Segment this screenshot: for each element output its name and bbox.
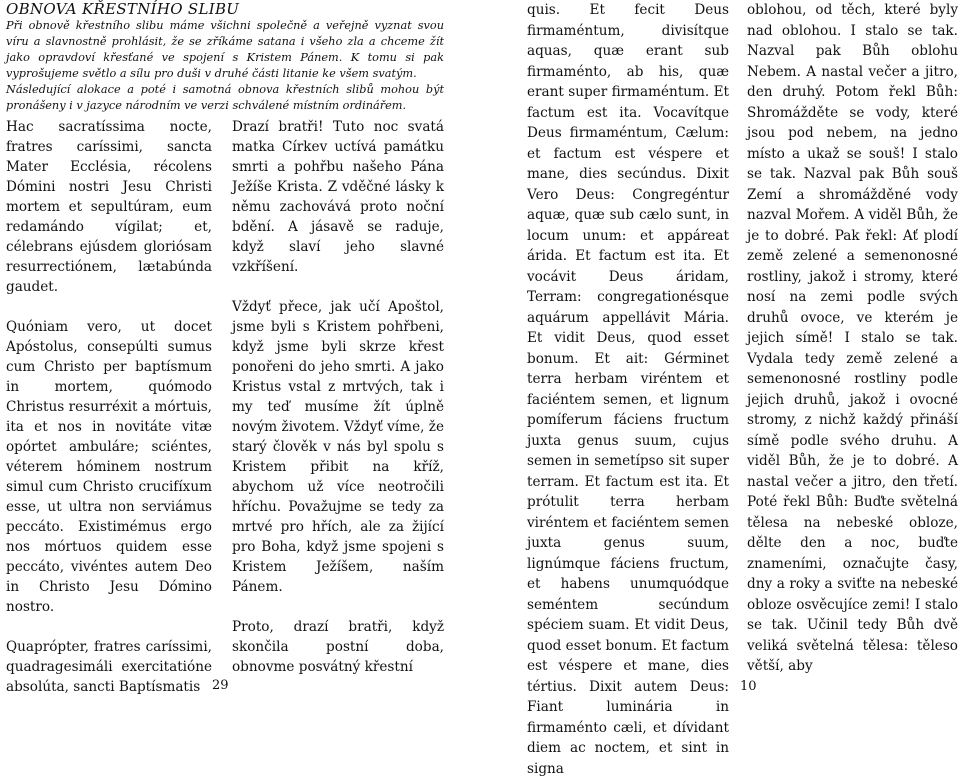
czech-paragraph: Drazí bratři! Tuto noc svatá matka Církev uctívá památku smrti a pohřbu našeho Pána Ježíše Krista. Z vděčné lásky k němu zachovává proto noční bdění. A jásavě se raduje, když slaví jeho slavné vzkříšení. (232, 119, 444, 275)
czech-column-left (232, 117, 444, 677)
section-heading: OBNOVA KŘESTNÍHO SLIBU (6, 0, 240, 18)
latin-paragraph: Quaprópter, fratres caríssimi, quadragesimáli exercitatióne absolúta, sancti Baptísmatis (6, 639, 212, 695)
latin-column-right (527, 0, 729, 779)
left-page (0, 0, 480, 696)
czech-paragraph: oblohou, od těch, které byly nad oblohou. I stalo se tak. Nazval pak Bůh oblohu Nebem. A nastal večer a jitro, den druhý. Potom řekl Bůh: Shromážděte se vody, které jsou pod nebem, na jedno místo a ukaž se souš! I stalo se tak. Nazval pak Bůh souš Zemí a shromážděné vody nazval Mořem. A viděl Bůh, že je to dobré. Pak řekl: Ať plodí země zelené a semenonosné rostliny, jakož i stromy, které nosí na zemi podle svých druhů ovoce, ve kterém je jejich símě! I stalo se tak. Vydala tedy země zelené a semenonosné rostliny podle jejich druhů, jakož i ovocné stromy, z nichž každý přináší símě podle svého druhu. A viděl Bůh, že je to dobré. A nastal večer a jitro, den třetí. Poté řekl Bůh: Buďte světelná tělesa na nebeské obloze, dělte den a noc, buďte znameními, označujte časy, dny a roky a sviťte na nebeské obloze osvěcujíce zemi! I stalo se tak. Učinil tedy Bůh dvě veliká světelná tělesa: těleso větší, aby (747, 2, 958, 674)
czech-paragraph: Vždyť přece, jak učí Apoštol, jsme byli s Kristem pohřbeni, když jsme byli skrze křest ponořeni do jeho smrti. A jako Kristus vstal z mrtvých, tak i my teď musíme žít úplně novým životem. Vždyť víme, že starý člověk v nás byl spolu s Kristem přibit na kříž, abychom už více neotročili hříchu. Považujme se tedy za mrtvé pro hřích, ale za žijící pro Boha, když jsme spojeni s Kristem Ježíšem, naším Pánem. (232, 299, 444, 595)
page-number: 29 (212, 678, 229, 693)
intro-paragraph: Při obnově křestního slibu máme všichni společně a veřejně vyznat svou víru a slavnostně prohlásit, že se zříkáme satana i všeho zla a chceme žít jako opravdoví křesťané ve spojení s Kristem Pánem. K tomu si pak vyprošujeme světlo a sílu pro duši v druhé části litanie ke všem svatým. (6, 19, 444, 80)
latin-column-left (6, 117, 212, 697)
czech-paragraph: Proto, drazí bratři, když skončila postní doba, obnovme posvátný křestní (232, 619, 444, 675)
latin-paragraph: Hac sacratíssima nocte, fratres caríssimi, sancta Mater Ecclésia, récolens Dómini nostri Jesu Christi mortem et sepultúram, eum redamándo vígilat; et, célebrans ejúsdem gloriósam resurrectiónem, lætabúnda gaudet. (6, 119, 212, 295)
latin-paragraph: Quóniam vero, ut docet Apóstolus, consepúlti sumus cum Christo per baptísmum in mortem, quómodo Christus resurréxit a mórtuis, ita et nos in novitáte vitæ opórtet ambuláre; sciéntes, véterem hóminem nostrum simul cum Christo crucifíxum esse, ut ultra non serviámus peccáto. Existimémus ergo nos mórtuos quidem esse peccáto, vivéntes autem Deo in Christo Jesu Dómino nostro. (6, 319, 212, 615)
czech-column-right (747, 0, 958, 677)
latin-paragraph: quis. Et fecit Deus firmaméntum, divisítque aquas, quæ erant sub firmaménto, ab his, quæ erant super firmaméntum. Et factum est ita. Vocavítque Deus firmaméntum, Cælum: et factum est véspere et mane, dies secúndus. Dixit Vero Deus: Congregéntur aquæ, quæ sub cælo sunt, in locum unum: et appáreat árida. Et factum est ita. Et vocávit Deus áridam, Terram: congregationésque aquárum appellávit Mária. Et vidit Deus, quod esset bonum. Et ait: Gérminet terra herbam viréntem et faciéntem semen, et lignum pomíferum fáciens fructum juxta genus suum, cujus semen in semetípso sit super terram. Et factum est ita. Et prótulit terra herbam viréntem et faciéntem semen juxta genus suum, lignúmque fáciens fructum, et habens unumquódque seméntem secúndum spéciem suam. Et vidit Deus, quod esset bonum. Et factum est véspere et mane, dies tértius. Dixit autem Deus: Fiant luminária in firmaménto cæli, et dívidant diem ac noctem, et sint in signa (527, 2, 729, 777)
intro-note: Následující alokace a poté i samotná obnova křestních slibů mohou být pronášeny i v jazyce národním ve verzi schválené místním ordinářem. (6, 83, 444, 112)
page-number: 10 (740, 679, 757, 694)
